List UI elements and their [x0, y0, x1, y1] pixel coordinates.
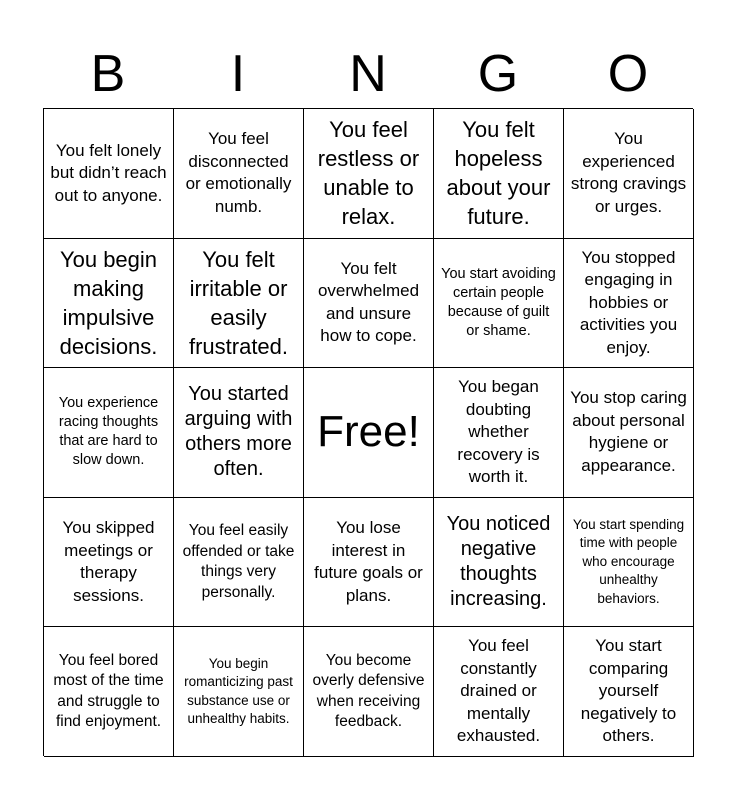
bingo-cell	[434, 109, 564, 239]
bingo-cell	[304, 109, 434, 239]
header-letter-b: B	[90, 45, 126, 103]
bingo-cell	[304, 498, 434, 628]
cell-text: You start spending time with people who encourage unhealthy behaviors.	[572, 516, 685, 606]
bingo-cell	[564, 498, 694, 628]
cell-text: You stop caring about personal hygiene or appearance.	[570, 388, 687, 475]
cell-text: You started arguing with others more often.	[184, 383, 293, 481]
cell-text: You felt irritable or easily frustrated.	[188, 246, 289, 359]
cell-text: You start comparing yourself negatively to others.	[580, 636, 677, 746]
cell-text: You experienced strong cravings or urges.	[570, 129, 687, 216]
header-letter-i: I	[230, 45, 246, 103]
free-space-label: Free!	[317, 407, 420, 457]
bingo-cell	[44, 627, 174, 757]
cell-text: You stopped engaging in hobbies or activities you enjoy.	[579, 247, 678, 357]
cell-text: You begin making impulsive decisions.	[59, 246, 158, 359]
free-space	[304, 368, 434, 498]
bingo-cell	[174, 109, 304, 239]
cell-text: You feel constantly drained or mentally exhausted.	[456, 636, 541, 746]
bingo-cell	[44, 498, 174, 628]
bingo-cell	[434, 239, 564, 369]
cell-text: You become overly defensive when receiving feedback.	[312, 651, 425, 731]
cell-text: You noticed negative thoughts increasing.	[446, 513, 551, 611]
bingo-cell	[174, 239, 304, 369]
bingo-cell	[564, 368, 694, 498]
cell-text: You felt lonely but didn’t reach out to anyone.	[50, 140, 167, 205]
cell-text: You feel bored most of the time and struggle to find enjoyment.	[53, 651, 164, 731]
bingo-cell	[564, 627, 694, 757]
header-letter-n: N	[349, 45, 387, 103]
bingo-cell	[174, 627, 304, 757]
cell-text: You felt overwhelmed and unsure how to cope.	[317, 258, 420, 346]
cell-text: You felt hopeless about your future.	[446, 117, 551, 230]
bingo-cell	[564, 239, 694, 369]
cell-text: You feel restless or unable to relax.	[317, 117, 420, 230]
bingo-header	[43, 40, 693, 108]
bingo-cell	[434, 627, 564, 757]
header-letter-o: O	[607, 45, 649, 103]
cell-text: You begin romanticizing past substance use or unhealthy habits.	[184, 655, 293, 727]
bingo-cell	[174, 498, 304, 628]
cell-text: You lose interest in future goals or plans.	[314, 518, 423, 605]
cell-text: You start avoiding certain people because of guilt or shame.	[441, 265, 556, 339]
header-letter-g: G	[477, 45, 519, 103]
bingo-cell	[564, 109, 694, 239]
cell-text: You began doubting whether recovery is worth it.	[457, 377, 540, 487]
bingo-cell	[434, 498, 564, 628]
cell-text: You feel easily offended or take things very personally.	[182, 522, 295, 601]
bingo-cell	[44, 239, 174, 369]
bingo-cell	[304, 627, 434, 757]
bingo-cell	[44, 109, 174, 239]
bingo-cell	[44, 368, 174, 498]
cell-text: You skipped meetings or therapy sessions.	[62, 518, 155, 605]
cell-text: You feel disconnected or emotionally numb.	[185, 129, 292, 216]
bingo-card-grid	[43, 108, 693, 756]
bingo-cell	[174, 368, 304, 498]
bingo-cell	[434, 368, 564, 498]
cell-text: You experience racing thoughts that are hard to slow down.	[58, 395, 159, 469]
bingo-cell	[304, 239, 434, 369]
